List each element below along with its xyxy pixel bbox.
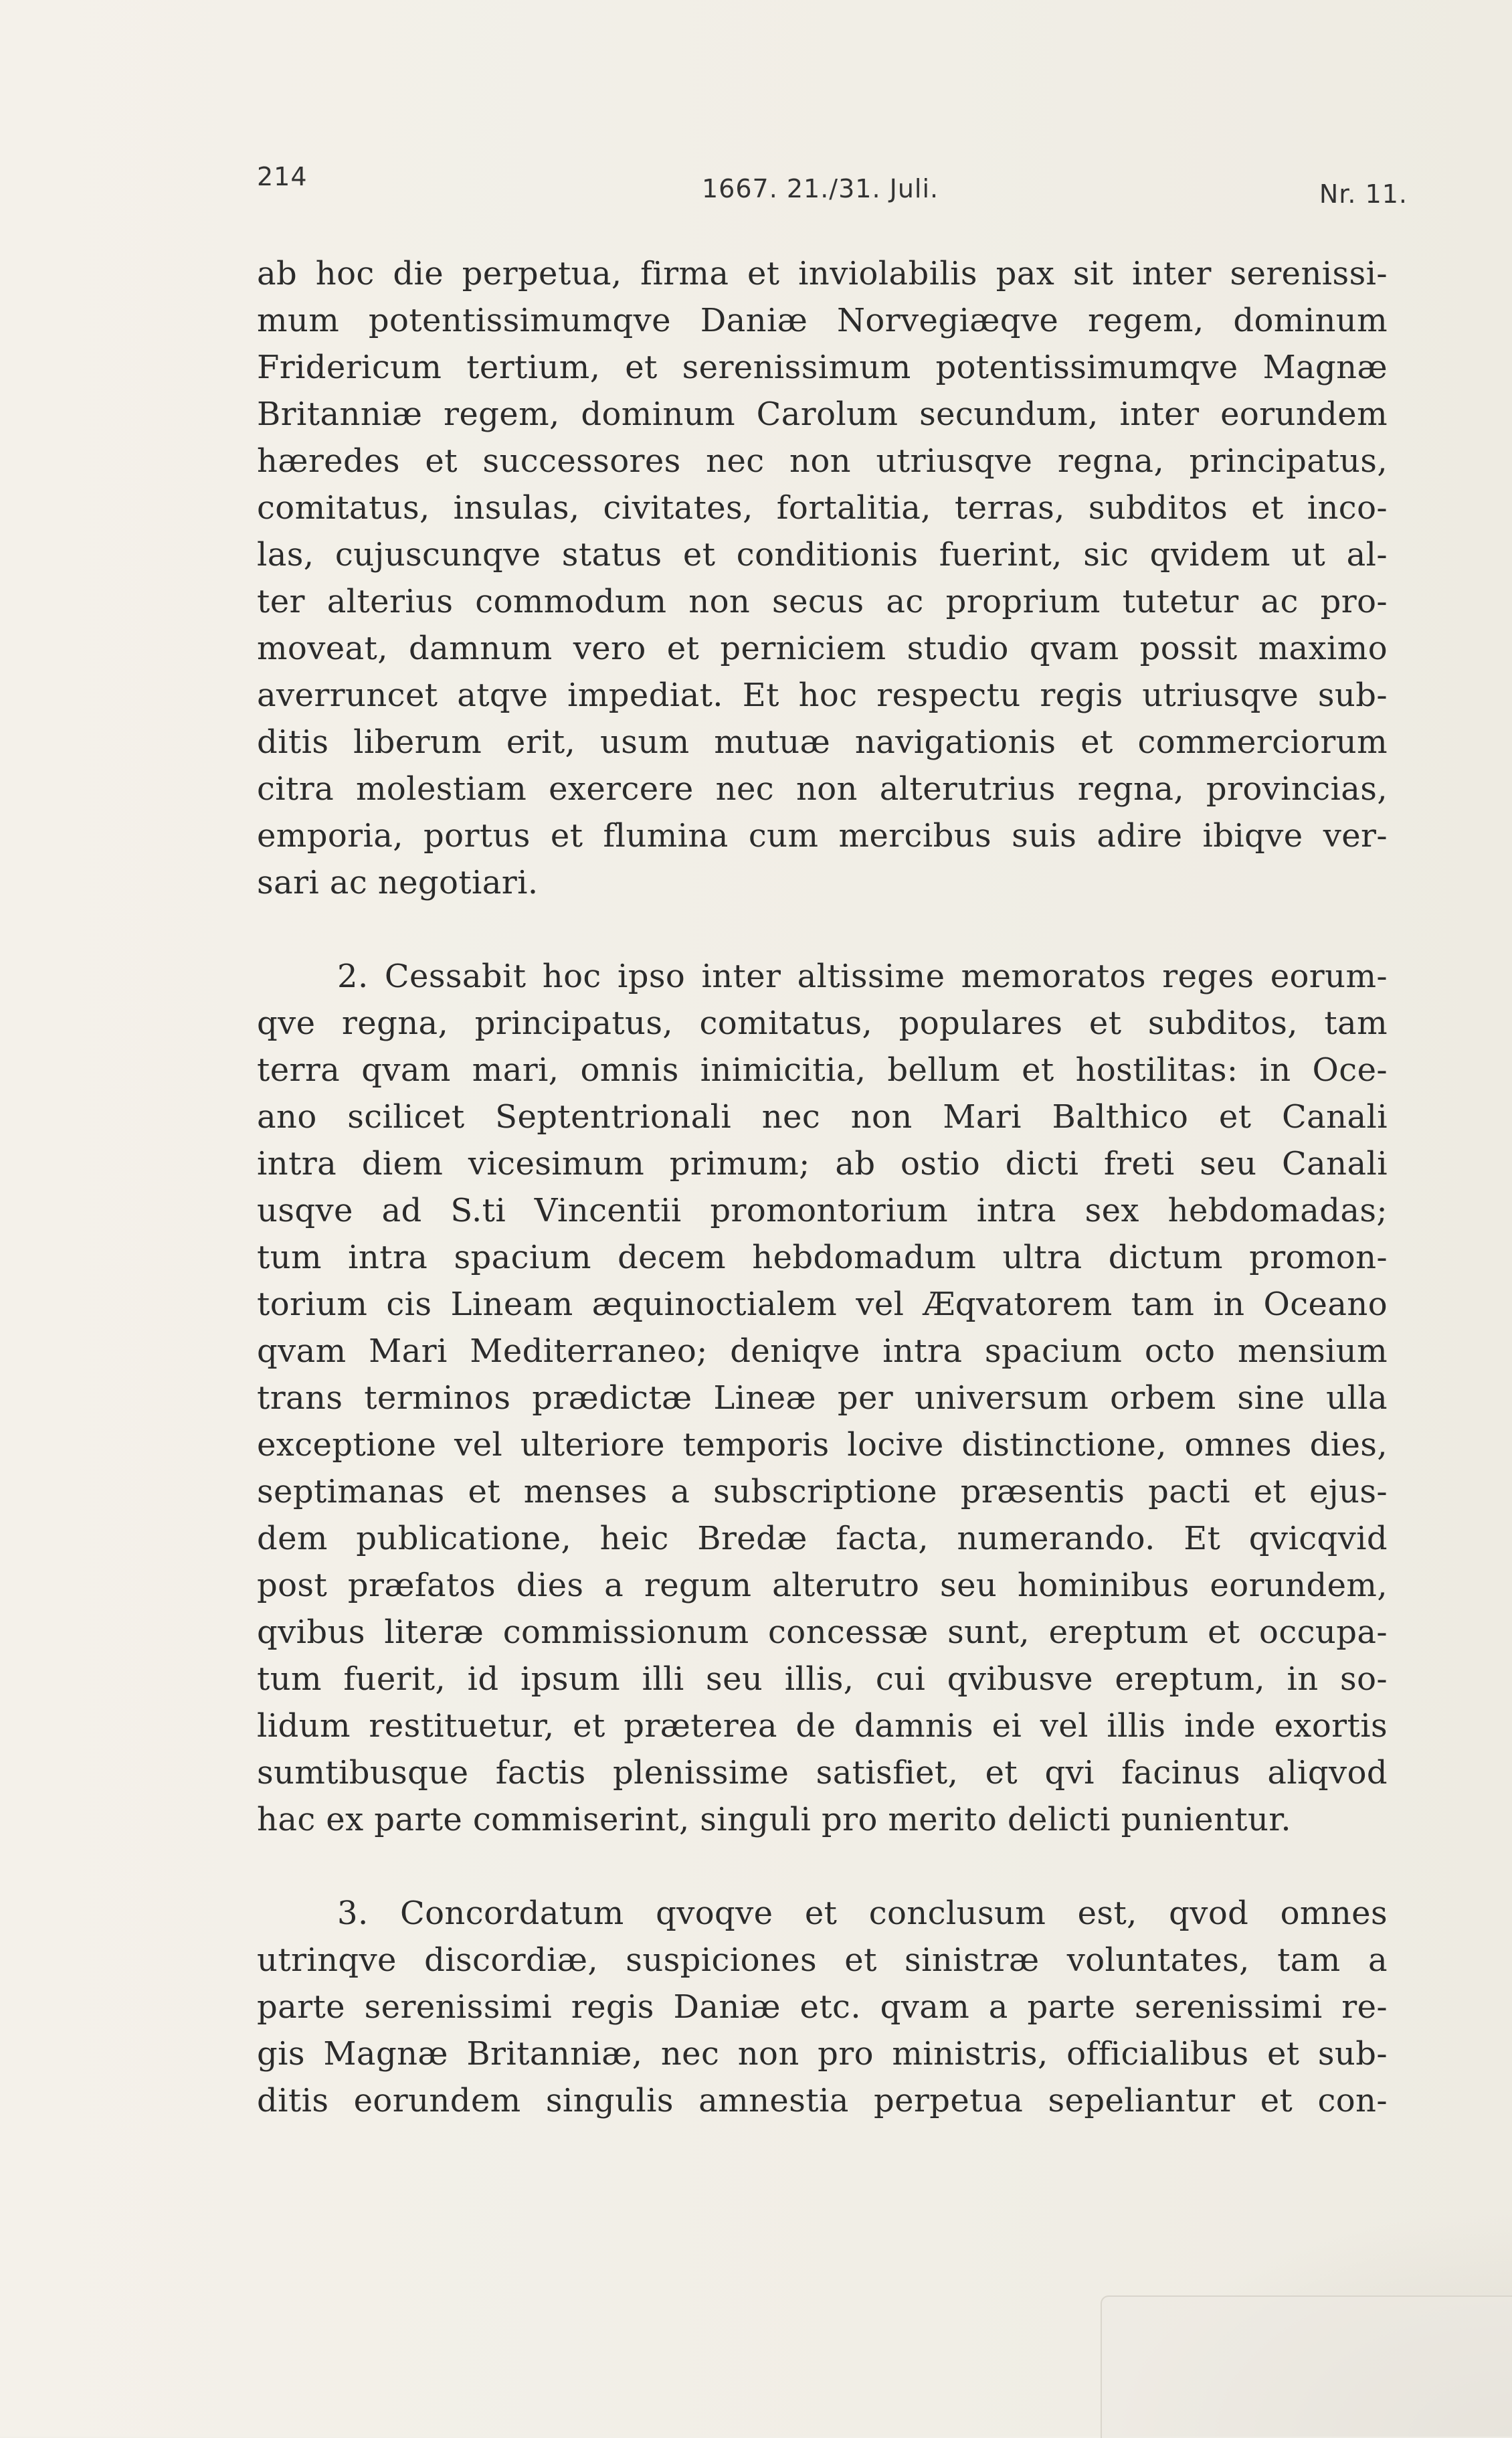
scan-artifact [1101, 2295, 1512, 2438]
text-line: moveat, damnum vero et perniciem studio qvam possit maximo [257, 630, 1388, 667]
text-line: Britanniæ regem, dominum Carolum secundum, inter eorundem [257, 396, 1388, 433]
text-line: comitatus, insulas, civitates, fortalitia, terras, subditos et inco- [257, 489, 1388, 527]
paragraph-2 [257, 953, 1388, 1843]
text-line: usqve ad S.ti Vincentii promontorium intra sex hebdomadas; [257, 1192, 1388, 1229]
text-line: ter alterius commodum non secus ac proprium tutetur ac pro- [257, 583, 1388, 620]
text-line: trans terminos prædictæ Lineæ per universum orbem sine ulla [257, 1379, 1388, 1417]
text-line: averruncet atqve impediat. Et hoc respectu regis utriusqve sub- [257, 677, 1388, 714]
text-line: ano scilicet Septentrionali nec non Mari Balthico et Canali [257, 1098, 1388, 1136]
text-line: utrinqve discordiæ, suspiciones et sinistræ voluntates, tam a [257, 1941, 1388, 1979]
text-line: lidum restituetur, et præterea de damnis ei vel illis inde exortis [257, 1707, 1388, 1745]
paragraph-spacer [257, 1843, 1388, 1890]
text-line: Fridericum tertium, et serenissimum potentissimumqve Magnæ [257, 349, 1388, 386]
header-date: 1667. 21./31. Juli. [702, 174, 939, 203]
text-line: qve regna, principatus, comitatus, populares et subditos, tam [257, 1005, 1388, 1042]
text-line: 2. Cessabit hoc ipso inter altissime memoratos reges eorum- [337, 958, 1388, 995]
text-line: mum potentissimumqve Daniæ Norvegiæqve regem, dominum [257, 302, 1388, 339]
text-line: intra diem vicesimum primum; ab ostio dicti freti seu Canali [257, 1145, 1388, 1183]
text-line: torium cis Lineam æquinoctialem vel Æqvatorem tam in Oceano [257, 1286, 1388, 1323]
text-line: las, cujuscunqve status et conditionis fuerint, sic qvidem ut al- [257, 536, 1388, 574]
text-line: 3. Concordatum qvoqve et conclusum est, qvod omnes [337, 1895, 1388, 1932]
paragraph-3 [257, 1890, 1388, 2124]
text-line: septimanas et menses a subscriptione præsentis pacti et ejus- [257, 1473, 1388, 1510]
text-line: sari ac negotiari. [257, 864, 539, 901]
text-line: hac ex parte commiserint, singuli pro merito delicti punientur. [257, 1801, 1292, 1838]
text-line: citra molestiam exercere nec non alterutrius regna, provincias, [257, 770, 1388, 808]
text-line: ab hoc die perpetua, firma et inviolabilis pax sit inter serenissi- [257, 255, 1388, 292]
text-line: dem publicatione, heic Bredæ facta, numerando. Et qvicqvid [257, 1520, 1388, 1557]
text-line: emporia, portus et flumina cum mercibus suis adire ibiqve ver- [257, 817, 1388, 855]
treaty-text [257, 250, 1388, 2124]
text-line: tum intra spacium decem hebdomadum ultra dictum promon- [257, 1239, 1388, 1276]
text-line: qvam Mari Mediterraneo; deniqve intra spacium octo mensium [257, 1332, 1388, 1370]
text-line: ditis liberum erit, usum mutuæ navigationis et commerciorum [257, 723, 1388, 761]
text-line: post præfatos dies a regum alterutro seu hominibus eorundem, [257, 1567, 1388, 1604]
text-line: parte serenissimi regis Daniæ etc. qvam a parte serenissimi re- [257, 1988, 1388, 2026]
text-line: exceptione vel ulteriore temporis locive distinctione, omnes dies, [257, 1426, 1388, 1464]
paragraph-1 [257, 250, 1388, 906]
text-line: terra qvam mari, omnis inimicitia, bellum et hostilitas: in Oce- [257, 1051, 1388, 1089]
running-header [257, 155, 1408, 209]
text-line: qvibus literæ commissionum concessæ sunt, ereptum et occupa- [257, 1614, 1388, 1651]
text-line: ditis eorundem singulis amnestia perpetua sepeliantur et con- [257, 2082, 1388, 2119]
document-number: Nr. 11. [1319, 179, 1408, 209]
text-line: sumtibusque factis plenissime satisfiet, et qvi facinus aliqvod [257, 1754, 1388, 1792]
paragraph-spacer [257, 906, 1388, 953]
text-line: hæredes et successores nec non utriusqve regna, principatus, [257, 442, 1388, 480]
page-number: 214 [257, 162, 308, 191]
text-line: tum fuerit, id ipsum illi seu illis, cui qvibusve ereptum, in so- [257, 1660, 1388, 1698]
text-line: gis Magnæ Britanniæ, nec non pro ministris, officialibus et sub- [257, 2035, 1388, 2073]
